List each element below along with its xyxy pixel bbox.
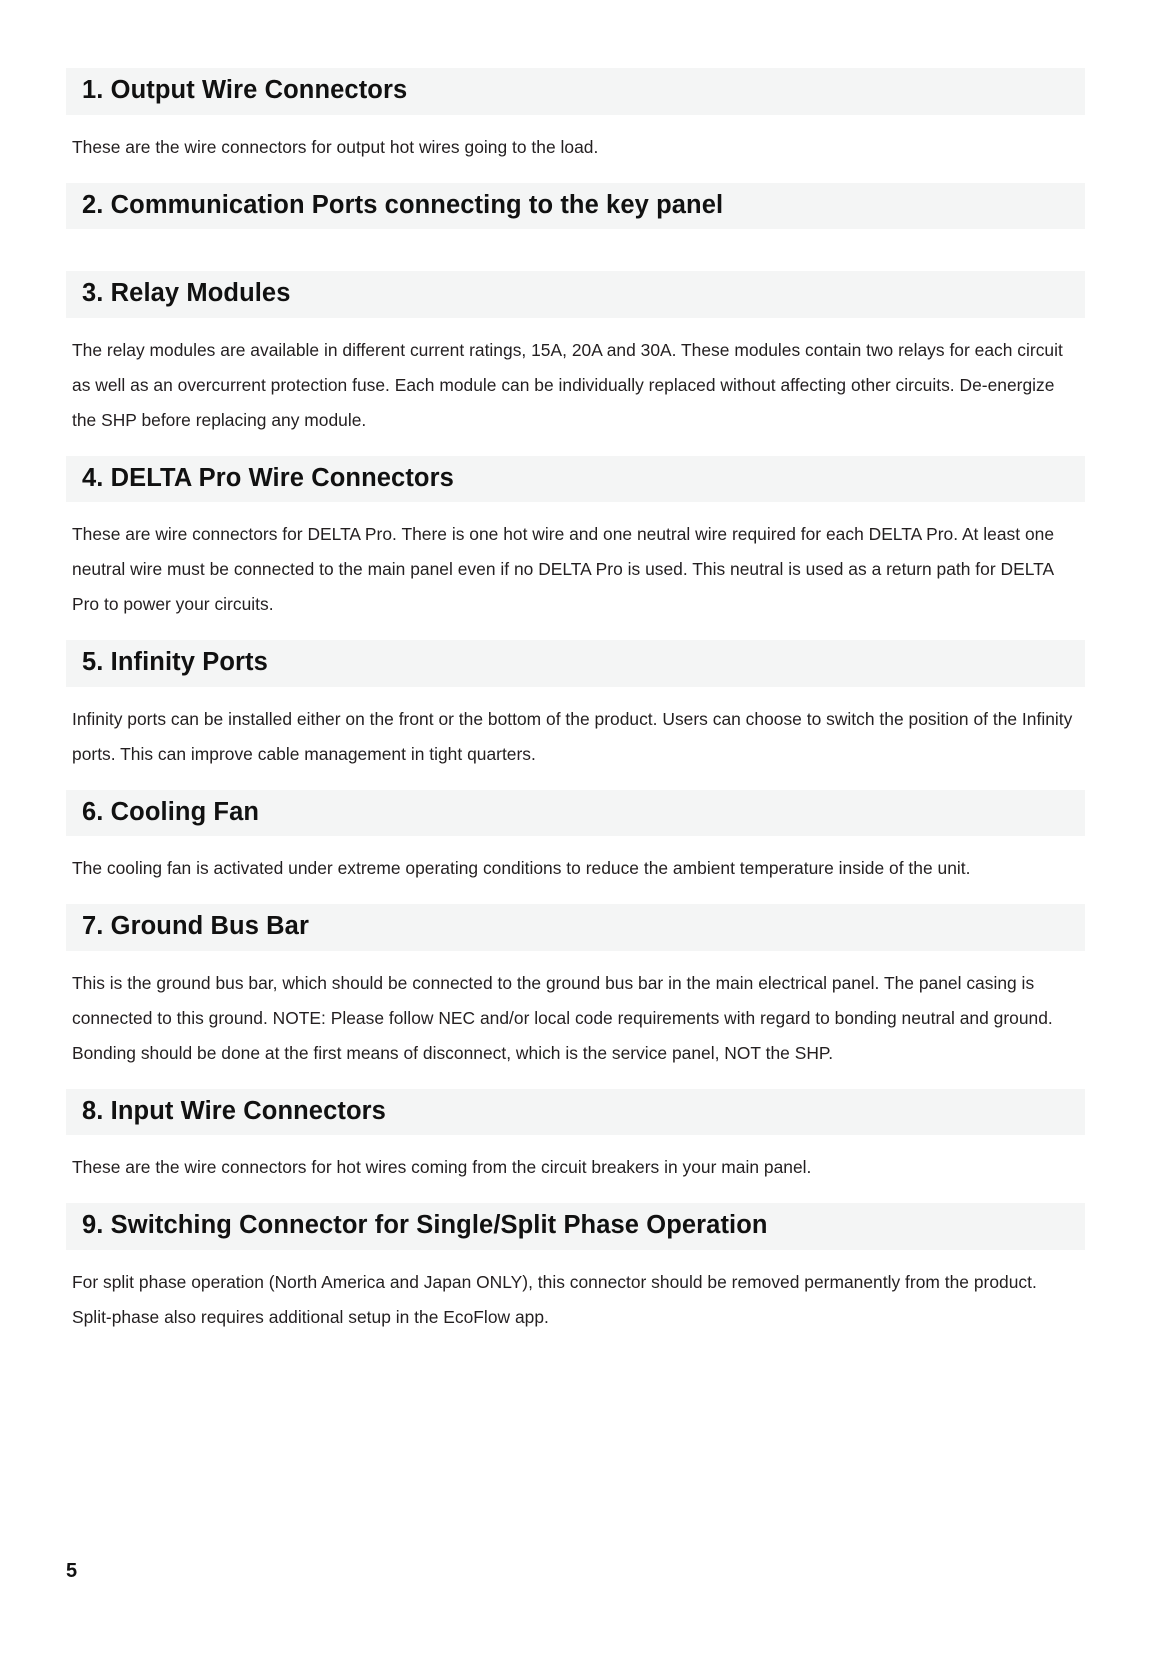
- section-9-switching-connector: [66, 1203, 1085, 1335]
- section-5-infinity-ports: [66, 640, 1085, 772]
- spacer: [66, 772, 1085, 790]
- section-body: These are wire connectors for DELTA Pro. There is one hot wire and one neutral wire required for each DELTA Pro. At least one neutral wire must be connected to the main panel even if no DELTA Pro is used. This neutral is used as a return path for DELTA Pro to power your circuits.: [72, 524, 1055, 614]
- section-heading: 5. Infinity Ports: [66, 640, 1085, 687]
- section-body: These are the wire connectors for output hot wires going to the load.: [72, 136, 599, 157]
- section-body: The cooling fan is activated under extreme operating conditions to reduce the ambient temperature inside of the unit.: [72, 858, 971, 878]
- section-body: This is the ground bus bar, which should be connected to the ground bus bar in the main electrical panel. The panel casing is connected to this ground. NOTE: Please follow NEC and/or local code requirements with regard to bonding neutral and ground. Bonding should be done at the first means of disconnect, which is the service panel, NOT the SHP.: [72, 972, 1053, 1063]
- spacer: [66, 115, 1085, 130]
- spacer: [66, 951, 1085, 966]
- section-heading: 7. Ground Bus Bar: [66, 904, 1085, 951]
- section-heading: 2. Communication Ports connecting to the key panel: [66, 183, 1085, 230]
- spacer: [66, 1250, 1085, 1265]
- section-body: The relay modules are available in different current ratings, 15A, 20A and 30A. These modules contain two relays for each circuit as well as an overcurrent protection fuse. Each module can be individually replaced without affecting other circuits. De-energize the SHP before replacing any module.: [72, 339, 1063, 430]
- section-8-input-wire-connectors: [66, 1089, 1085, 1186]
- spacer: [66, 886, 1085, 904]
- spacer: [66, 257, 1085, 271]
- spacer: [66, 1071, 1085, 1089]
- section-7-ground-bus-bar: [66, 904, 1085, 1071]
- section-body: For split phase operation (North America and Japan ONLY), this connector should be removed permanently from the product. Split-phase also requires additional setup in the EcoFlow app.: [72, 1271, 1037, 1327]
- section-4-delta-pro-wire-connectors: [66, 456, 1085, 623]
- section-3-relay-modules: [66, 271, 1085, 438]
- section-heading: 3. Relay Modules: [66, 271, 1085, 318]
- section-heading: 4. DELTA Pro Wire Connectors: [66, 456, 1085, 503]
- page-number: 5: [66, 1560, 78, 1582]
- spacer: [66, 229, 1085, 257]
- spacer: [66, 165, 1085, 183]
- spacer: [66, 502, 1085, 517]
- spacer: [66, 1185, 1085, 1203]
- document-content: [66, 68, 1085, 1335]
- spacer: [66, 318, 1085, 333]
- spacer: [66, 836, 1085, 851]
- spacer: [66, 622, 1085, 640]
- section-heading: 8. Input Wire Connectors: [66, 1089, 1085, 1136]
- spacer: [66, 1135, 1085, 1150]
- section-2-communication-ports: [66, 183, 1085, 258]
- section-heading: 6. Cooling Fan: [66, 790, 1085, 837]
- section-body: These are the wire connectors for hot wires coming from the circuit breakers in your main panel.: [72, 1157, 812, 1177]
- spacer: [66, 687, 1085, 702]
- section-heading: 1. Output Wire Connectors: [66, 68, 1085, 115]
- spacer: [66, 438, 1085, 456]
- section-heading: 9. Switching Connector for Single/Split Phase Operation: [66, 1203, 1085, 1250]
- section-1-output-wire-connectors: [66, 68, 1085, 165]
- section-6-cooling-fan: [66, 790, 1085, 887]
- section-body: Infinity ports can be installed either on the front or the bottom of the product. Users can choose to switch the position of the Infinity ports. This can improve cable management in tight quarters.: [72, 708, 1073, 764]
